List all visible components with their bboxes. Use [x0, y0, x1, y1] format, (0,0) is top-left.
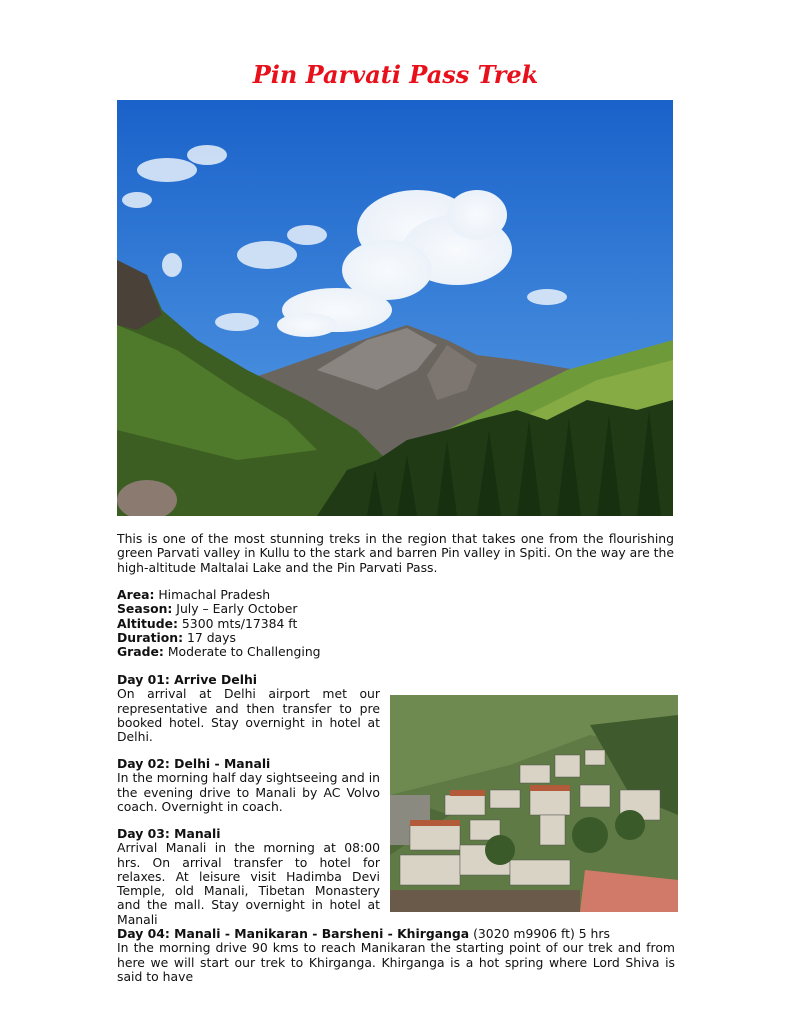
- fact-area: Area: Himachal Pradesh: [117, 587, 271, 602]
- day-text: In the morning half day sightseeing and in the evening drive to Manali by AC Volvo coach. Overnight in coach.: [117, 770, 380, 814]
- itinerary-day-03: [117, 827, 380, 927]
- itinerary-day-02: [117, 757, 380, 814]
- day-text: Arrival Manali in the morning at 08:00 hrs. On arrival transfer to hotel for relaxes. At leisure visit Hadimba Devi Temple, old Manali, Tibetan Monastery and the mall. Stay overnight in hotel at Manali: [117, 840, 380, 927]
- fact-duration: Duration: 17 days: [117, 629, 236, 645]
- itinerary-day-04: [117, 927, 675, 984]
- day-text: In the morning drive 90 kms to reach Manikaran the starting point of our trek and from here we will start our trek to Khirganga. Khirganga is a hot spring where Lord Shiva is said to have: [117, 940, 675, 984]
- mountain-landscape-photo: [117, 100, 673, 516]
- itinerary-day-01: [117, 673, 380, 744]
- hillside-village-photo: [390, 695, 678, 912]
- day-text: On arrival at Delhi airport met our representative and then transfer to pre booked hotel. Stay overnight in hotel at Delhi.: [117, 686, 380, 745]
- fact-season: Season: July – Early October: [117, 601, 298, 617]
- fact-grade: Grade: Moderate to Challenging: [117, 644, 321, 660]
- trek-facts: [117, 588, 517, 659]
- page-title: Pin Parvati Pass Trek: [252, 60, 539, 89]
- day-heading: Day 01: Arrive Delhi: [117, 672, 258, 687]
- day-heading: Day 03: Manali: [117, 826, 221, 841]
- fact-altitude: Altitude: 5300 mts/17384 ft: [117, 615, 298, 631]
- intro-paragraph: This is one of the most stunning treks in the region that takes one from the flourishing green Parvati valley in Kullu to the stark and barren Pin valley in Spiti. On the way are the high-altitude Maltalai Lake and the Pin Parvati Pass.: [117, 531, 674, 575]
- day-heading: Day 04: Manali - Manikaran - Barsheni - Khirganga (3020 m9906 ft) 5 hrs: [117, 926, 610, 941]
- day-heading: Day 02: Delhi - Manali: [117, 756, 271, 771]
